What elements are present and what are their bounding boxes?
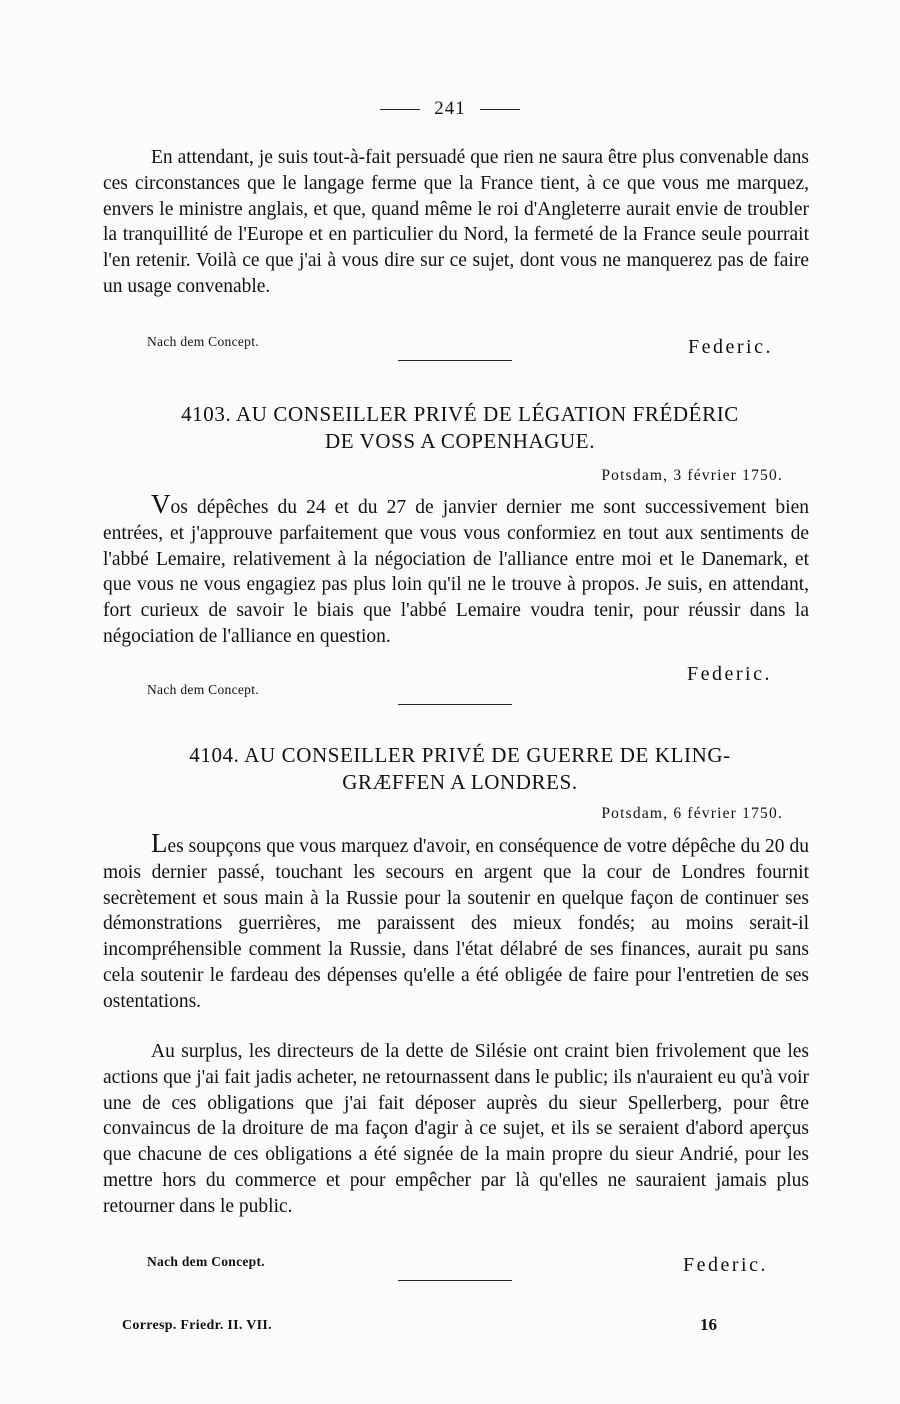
initial-letter: L xyxy=(151,828,168,858)
signature: Federic. xyxy=(688,336,773,358)
dash-right xyxy=(480,109,520,110)
heading-line-1 xyxy=(110,401,810,428)
heading-line-2: GRÆFFEN A LONDRES. xyxy=(342,770,578,794)
place: Potsdam, xyxy=(601,467,669,484)
body-text: es soupçons que vous marquez d'avoir, en conséquence de votre dépêche du 20 du mois dernier passé, touchant les secours en argent que la cour de Londres fournit secrètement et sous main à la Russie pour la soutenir en quelque façon de continuer ses démonstrations guerrières, me paraissent des mieux fondés; au moins serait-il incompréhensible comment la Russie, dans l'état délabré de ses finances, aurait pu sans cela soutenir le fardeau des dépenses qu'elle a été obligée de faire pour l'entretien de ses ostentations. xyxy=(103,836,809,1012)
continuation-paragraph: En attendant, je suis tout-à-fait persuadé que rien ne saura être plus convenable dans ces circonstances que le langage ferme que la France tient, à ce que vous me marquez, envers le ministre anglais, et que, quand même le roi d'Angleterre aurait envie de troubler la tranquillité de l'Europe et en particulier du Nord, la fermeté de la France seule pourrait l'en retenir. Voilà ce que j'ai à vous dire sur ce sujet, dont vous ne manquerez pas de faire un usage convenable. xyxy=(103,147,809,297)
letter-heading xyxy=(110,742,810,796)
separator-rule xyxy=(398,360,512,361)
signature-mark: 16 xyxy=(700,1315,717,1334)
heading-line-2: DE VOSS A COPENHAGUE. xyxy=(324,429,596,453)
letter-body xyxy=(103,828,809,1015)
signature: Federic. xyxy=(683,1254,768,1276)
body-text: os dépêches du 24 et du 27 de janvier dernier me sont successivement bien entrées, et j'approuve parfaitement que vous vous conformiez en tout aux sentiments de l'abbé Lemaire, relativement à la négociation de l'alliance entre moi et le Danemark, et que vous ne vous engagiez pas plus loin qu'il ne le trouve à propos. Je suis, en attendant, fort curieux de savoir le biais que l'abbé Lemaire voudra tenir, pour réussir dans la négociation de l'alliance en question. xyxy=(103,497,809,647)
letter-heading xyxy=(110,401,810,455)
letter-body-paragraph-2: Au surplus, les directeurs de la dette de Silésie ont craint bien frivolement que les actions que j'ai fait jadis acheter, ne retournassent dans le public; ils n'auraient eu qu'à voir une de ces obligations que j'ai fait déposer auprès du sieur Spellerberg, pour être convaincus de la droiture de ma façon d'agir à ce sujet, et ils se seraient d'abord aperçus que chacune de ces obligations a été signée de la main propre du sieur Andrié, pour les mettre hors du commerce et pour empêcher par là qu'elles ne sauraient jamais plus retourner dans le public. xyxy=(103,1041,809,1217)
initial-letter: V xyxy=(151,489,171,519)
place: Potsdam, xyxy=(601,805,669,822)
dateline xyxy=(601,805,783,823)
date: 6 février 1750. xyxy=(673,805,783,822)
letter-body xyxy=(103,489,809,650)
separator-rule xyxy=(398,1280,512,1281)
source-note: Nach dem Concept. xyxy=(147,1254,265,1269)
page-number: 241 xyxy=(434,98,466,119)
footer-citation: Corresp. Friedr. II. VII. xyxy=(122,1318,272,1333)
heading-text: AU CONSEILLER PRIVÉ DE LÉGATION FRÉDÉRIC xyxy=(236,402,739,426)
heading-text: AU CONSEILLER PRIVÉ DE GUERRE DE KLING- xyxy=(244,743,731,767)
page-number-line xyxy=(0,98,900,120)
date: 3 février 1750. xyxy=(673,467,783,484)
dash-left xyxy=(380,109,420,110)
dateline xyxy=(601,467,783,485)
heading-line-1 xyxy=(110,742,810,769)
letter-number: 4104. xyxy=(189,743,240,767)
signature: Federic. xyxy=(687,663,772,685)
letter-number: 4103. xyxy=(181,402,232,426)
separator-rule xyxy=(398,704,512,705)
source-note: Nach dem Concept. xyxy=(147,334,259,349)
source-note: Nach dem Concept. xyxy=(147,682,259,697)
